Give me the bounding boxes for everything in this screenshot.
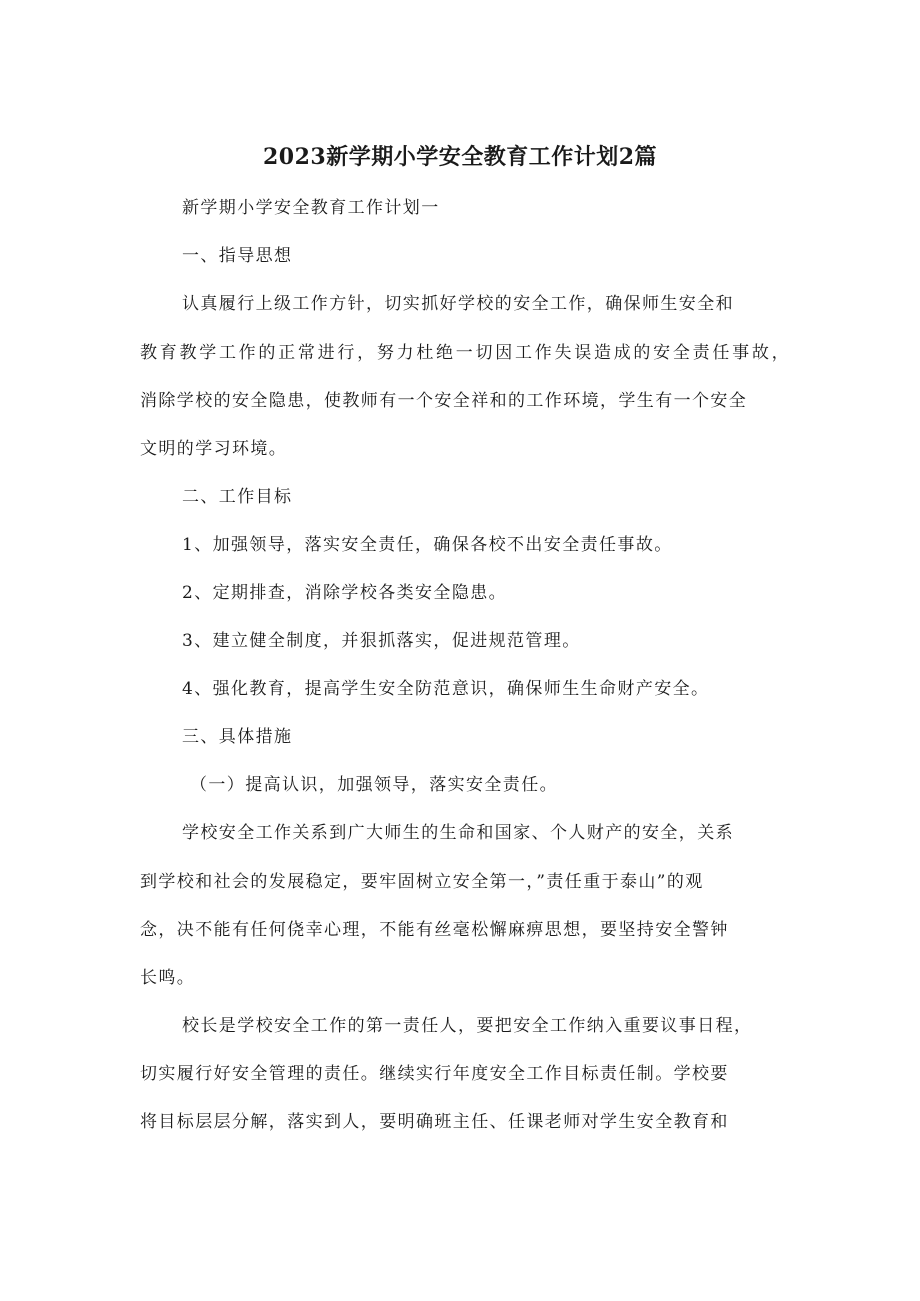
plan-subtitle: 新学期小学安全教育工作计划一 <box>182 198 440 218</box>
document-title: 2023新学期小学安全教育工作计划2篇 <box>262 144 658 170</box>
section-heading-work-goals: 二、工作目标 <box>182 487 293 507</box>
section-heading-guiding-ideology: 一、指导思想 <box>182 246 293 266</box>
paragraph-line: 到学校和社会的发展稳定，要牢固树立安全第一，”责任重于泰山”的观 <box>140 872 704 892</box>
paragraph-line: 文明的学习环境。 <box>140 439 288 459</box>
goal-item-1: 1、加强领导，落实安全责任，确保各校不出安全责任事故。 <box>182 535 673 555</box>
paragraph-line: 长鸣。 <box>140 968 196 988</box>
paragraph-line: 认真履行上级工作方针，切实抓好学校的安全工作，确保师生安全和 <box>182 294 734 314</box>
paragraph-line: 将目标层层分解，落实到人，要明确班主任、任课老师对学生安全教育和 <box>140 1112 729 1132</box>
subsection-heading: （一）提高认识，加强领导，落实安全责任。 <box>190 775 558 795</box>
goal-item-2: 2、定期排查，消除学校各类安全隐患。 <box>182 583 508 603</box>
paragraph-line: 消除学校的安全隐患，使教师有一个安全祥和的工作环境，学生有一个安全 <box>140 391 748 411</box>
section-heading-specific-measures: 三、具体措施 <box>182 727 293 747</box>
goal-item-4: 4、强化教育，提高学生安全防范意识，确保师生生命财产安全。 <box>182 679 710 699</box>
paragraph-line: 教育教学工作的正常进行，努力杜绝一切因工作失误造成的安全责任事故， <box>140 343 790 363</box>
paragraph-line: 学校安全工作关系到广大师生的生命和国家、个人财产的安全，关系 <box>182 823 734 843</box>
paragraph-line: 切实履行好安全管理的责任。继续实行年度安全工作目标责任制。学校要 <box>140 1064 729 1084</box>
paragraph-line: 校长是学校安全工作的第一责任人，要把安全工作纳入重要议事日程， <box>182 1016 753 1036</box>
goal-item-3: 3、建立健全制度，并狠抓落实，促进规范管理。 <box>182 631 581 651</box>
paragraph-line: 念，决不能有任何侥幸心理，不能有丝毫松懈麻痹思想，要坚持安全警钟 <box>140 920 729 940</box>
